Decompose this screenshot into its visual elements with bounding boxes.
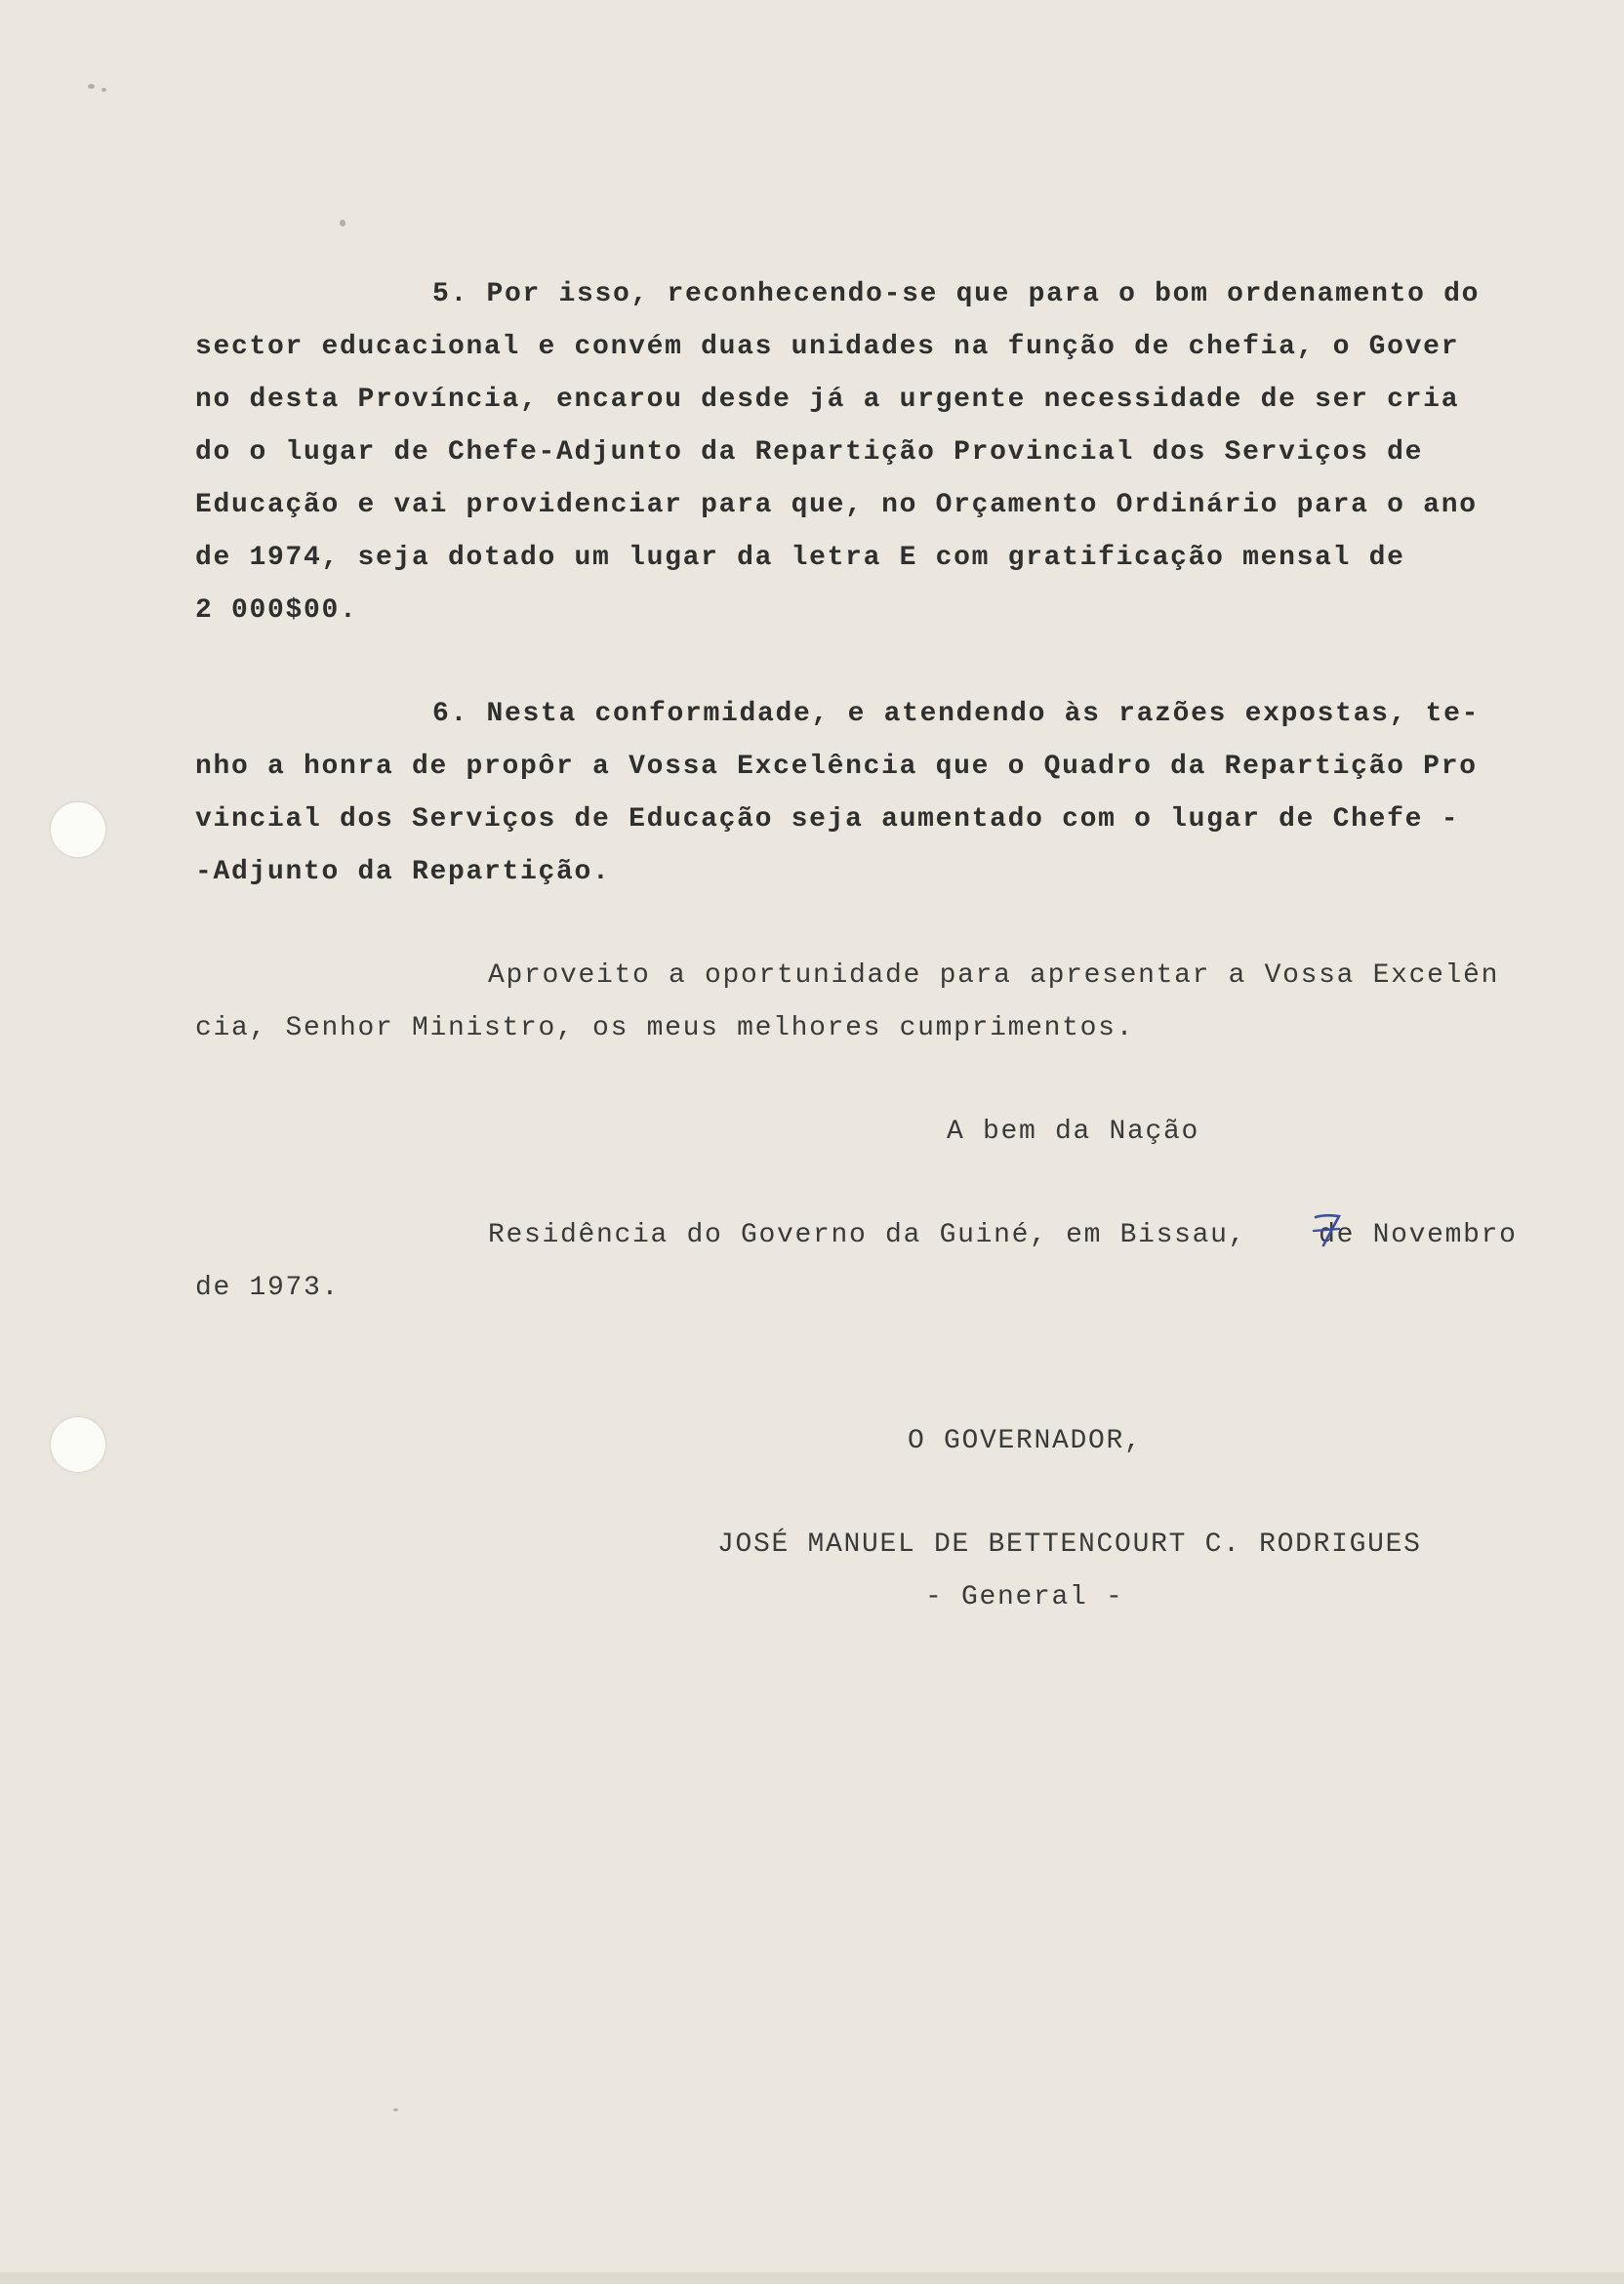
paragraph-5-line: do o lugar de Chefe-Adjunto da Repartição Provincial dos Serviços de [195, 437, 1424, 468]
paper-speck [393, 2108, 398, 2111]
paragraph-5-line: sector educacional e convém duas unidades na função de chefia, o Gover [195, 332, 1460, 362]
paper-speck [88, 84, 95, 89]
paragraph-5-line: Educação e vai providenciar para que, no Orçamento Ordinário para o ano [195, 490, 1478, 520]
signatory-name: JOSÉ MANUEL DE BETTENCOURT C. RODRIGUES [717, 1529, 1422, 1560]
paragraph-6-line: nho a honra de propôr a Vossa Excelência que o Quadro da Repartição Pro [195, 752, 1478, 782]
motto: A bem da Nação [947, 1117, 1200, 1147]
paragraph-6-line: vincial dos Serviços de Educação seja aumentado com o lugar de Chefe - [195, 804, 1460, 835]
paragraph-5-line: 2 000$00. [195, 595, 358, 626]
signatory-rank: - General - [925, 1582, 1124, 1612]
paper-speck [102, 88, 106, 92]
closing-line: Aproveito a oportunidade para apresentar a Vossa Excelên [488, 960, 1500, 991]
paragraph-5-line: no desta Província, encarou desde já a urgente necessidade de ser cria [195, 385, 1460, 415]
page-bottom-edge [0, 2272, 1624, 2284]
paragraph-6-line: 6. Nesta conformidade, e atendendo às razões expostas, te- [432, 699, 1481, 729]
closing-line: cia, Senhor Ministro, os meus melhores cumprimentos. [195, 1013, 1135, 1043]
punch-hole-bottom [51, 1417, 105, 1472]
paragraph-6-line: -Adjunto da Repartição. [195, 857, 611, 887]
handwritten-day-mark [1310, 1210, 1345, 1249]
punch-hole-top [51, 802, 105, 857]
signature-title: O GOVERNADOR, [908, 1426, 1143, 1456]
paragraph-5-line: de 1974, seja dotado um lugar da letra E com gratificação mensal de [195, 543, 1405, 573]
paragraph-5-line: 5. Por isso, reconhecendo-se que para o bom ordenamento do [432, 279, 1481, 309]
place-date-line: de 1973. [195, 1273, 341, 1303]
paper-speck [340, 220, 345, 226]
place-date-line: Residência do Governo da Guiné, em Bissau, de Novembro [488, 1220, 1518, 1250]
